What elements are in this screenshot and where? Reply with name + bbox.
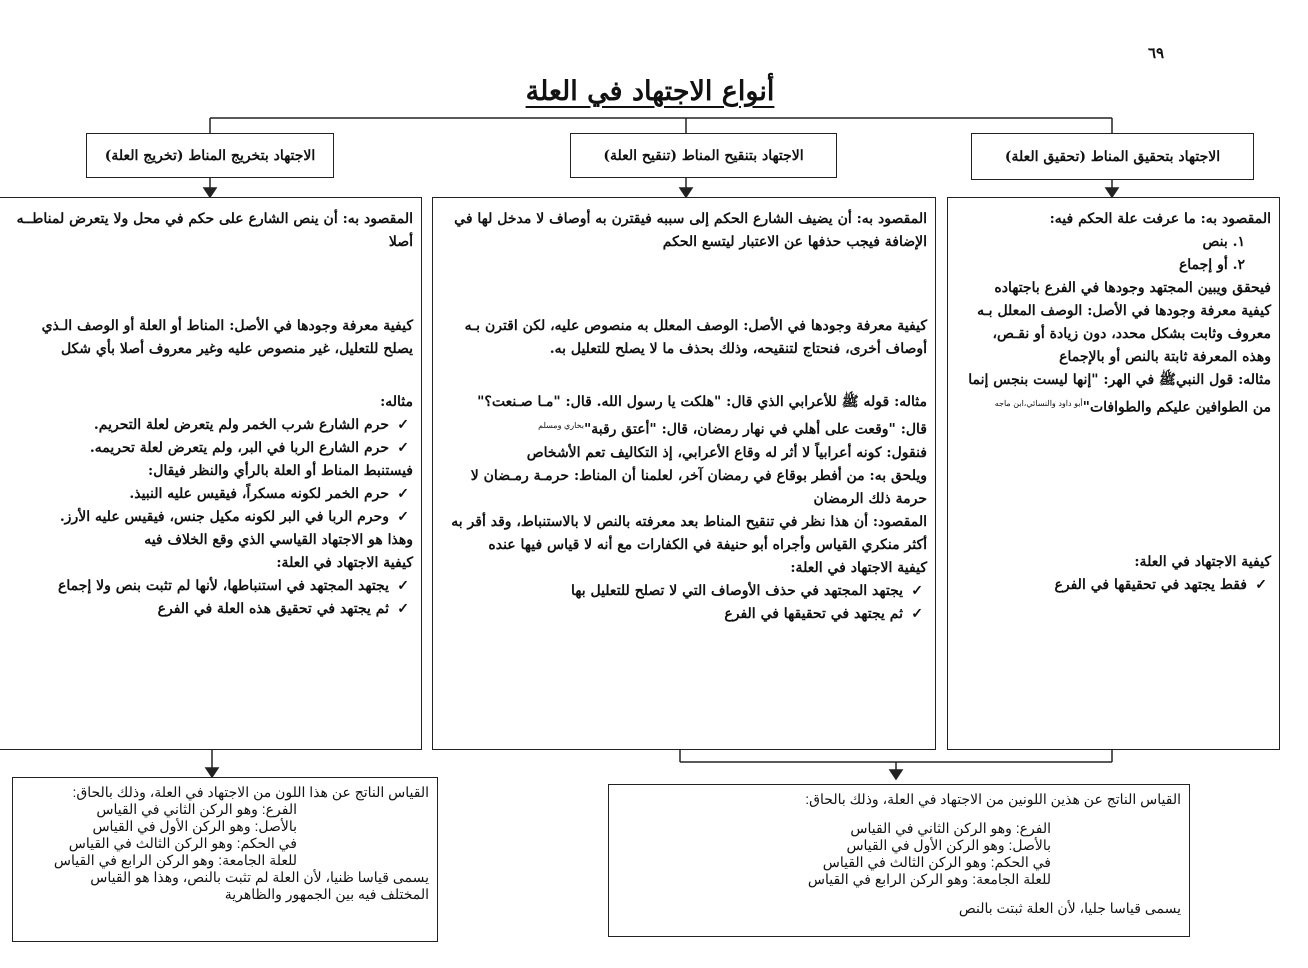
text-line: مثاله: قول النبيﷺ في الهر: "إنها ليست بنجس إنما bbox=[968, 372, 1271, 388]
page-number: ٦٩ bbox=[1148, 44, 1165, 62]
header-tahqiq: الاجتهاد بتحقيق المناط (تحقيق العلة) bbox=[971, 133, 1254, 180]
text-line: أصلا bbox=[388, 234, 413, 250]
text-line: أكثر منكري القياس وأجراه أبو حنيفة في الكفارات مع أنه لا قياس فيها عنده bbox=[488, 536, 927, 553]
text-line bbox=[956, 392, 1271, 420]
check-icon: ✓ bbox=[397, 417, 409, 433]
text-line: القياس الناتج عن هذين اللونين من الاجتهاد في العلة، وذلك بالحاق: bbox=[805, 791, 1181, 807]
text-line: للعلة الجامعة: وهو الركن الرابع في القياس bbox=[807, 871, 1051, 887]
text-line: في الحكم: وهو الركن الثالث في القياس bbox=[68, 835, 297, 851]
result-box-zanni bbox=[12, 777, 438, 942]
text-line: فيستنبط المناط أو العلة بالرأي والنظر فيقال: bbox=[148, 463, 413, 479]
text-line: بالأصل: وهو الركن الأول في القياس bbox=[846, 837, 1051, 853]
check-text: ثم يجتهد في تحقيق هذه العلة في الفرع bbox=[157, 601, 389, 617]
header-takhrij: الاجتهاد بتخريج المناط (تخريج العلة) bbox=[86, 133, 334, 178]
header-tanqih: الاجتهاد بتنقيح المناط (تنقيح العلة) bbox=[570, 133, 837, 178]
text-line: المقصود به: ما عرفت علة الحكم فيه: bbox=[1049, 211, 1271, 227]
check-text: حرم الشارع الربا في البر، ولم يتعرض لعلة تحريمه. bbox=[89, 440, 389, 456]
check-text: حرم الخمر لكونه مسكراً، فيقيس عليه النبيذ. bbox=[129, 486, 389, 502]
check-text: وحرم الربا في البر لكونه مكيل جنس، فيقيس عليه الأرز. bbox=[59, 509, 389, 525]
check-item bbox=[956, 574, 1271, 597]
text-line: فنقول: كونه أعرابياً لا أثر له وقاع الأعرابي، إذ التكاليف تعم الأشخاص bbox=[526, 444, 927, 461]
text-line bbox=[441, 414, 927, 442]
text-line: المقصود: أن هذا نظر في تنقيح المناط بعد معرفته بالنص لا بالاستنباط، وقد أقر به bbox=[451, 513, 927, 530]
text-line: كيفية معرفة وجودها في الأصل: المناط أو العلة أو الوصف الـذي bbox=[41, 318, 413, 334]
text-line: مثاله: bbox=[380, 394, 413, 410]
text-line: كيفية معرفة وجودها في الأصل: الوصف المعلل به منصوص عليه، لكن اقترن بـه bbox=[464, 318, 927, 334]
check-text: ثم يجتهد في تحقيقها في الفرع bbox=[724, 605, 903, 622]
text-span: قال: "وقعت على أهلي في نهار رمضان، قال: "أعتق رقبة" bbox=[583, 421, 927, 438]
section-heading: كيفية الاجتهاد في العلة: bbox=[790, 559, 927, 576]
check-text: يجتهد المجتهد في حذف الأوصاف التي لا تصلح للتعليل بها bbox=[570, 582, 903, 599]
text-line: بالأصل: وهو الركن الأول في القياس bbox=[92, 818, 297, 834]
check-item bbox=[7, 414, 413, 437]
text-line: الفرع: وهو الركن الثاني في القياس bbox=[850, 820, 1051, 836]
column-tanqih bbox=[432, 197, 936, 750]
check-icon: ✓ bbox=[397, 601, 409, 617]
column-tahqiq bbox=[947, 197, 1280, 750]
text-line: يسمى قياسا جليا، لأن العلة ثبتت بالنص bbox=[958, 900, 1181, 916]
text-line: للعلة الجامعة: وهو الركن الرابع في القياس bbox=[53, 852, 297, 868]
result-box-jali bbox=[608, 784, 1190, 937]
text-line: المقصود به: أن ينص الشارع على حكم في محل ولا يتعرض لمناطــه bbox=[16, 211, 413, 227]
text-line: في الحكم: وهو الركن الثالث في القياس bbox=[822, 854, 1051, 870]
text-line: وهذا هو الاجتهاد القياسي الذي وقع الخلاف فيه bbox=[144, 532, 413, 548]
check-text: يجتهد المجتهد في استنباطها، لأنها لم تثبت بنص ولا إجماع bbox=[58, 578, 389, 594]
check-icon: ✓ bbox=[397, 578, 409, 594]
check-icon: ✓ bbox=[397, 486, 409, 502]
section-heading: كيفية الاجتهاد في العلة: bbox=[276, 555, 413, 571]
check-item bbox=[7, 437, 413, 460]
check-item bbox=[7, 506, 413, 529]
text-line: الإضافة فيجب حذفها عن الاعتبار ليتسع الحكم bbox=[662, 234, 927, 250]
check-item bbox=[7, 483, 413, 506]
text-line: معروف وثابت بشكل محدد، دون زيادة أو نقـص، bbox=[992, 326, 1271, 342]
text-line: المختلف فيه بين الجمهور والظاهرية bbox=[224, 886, 429, 902]
text-line: فيحقق ويبين المجتهد وجودها في الفرع باجتهاده bbox=[994, 280, 1271, 296]
citation: أبو داود والنسائي،ابن ماجه bbox=[994, 399, 1083, 408]
page-title: أنواع الاجتهاد في العلة bbox=[525, 76, 775, 107]
check-icon: ✓ bbox=[911, 582, 923, 599]
text-line: يصلح للتعليل، غير منصوص عليه وغير معروف أصلا بأي شكل bbox=[60, 341, 413, 357]
check-item bbox=[7, 575, 413, 598]
text-line: أوصاف أخرى، فنحتاج لتنقيحه، وذلك بحذف ما لا يصلح للتعليل به. bbox=[549, 341, 927, 357]
list-item: ١. بنص bbox=[1202, 234, 1245, 250]
check-icon: ✓ bbox=[397, 440, 409, 456]
text-span: من الطوافين عليكم والطوافات" bbox=[1082, 399, 1271, 416]
check-item bbox=[441, 580, 927, 603]
check-icon: ✓ bbox=[911, 605, 923, 622]
text-line: مثاله: قوله ﷺ للأعرابي الذي قال: "هلكت يا رسول الله. قال: "مـا صـنعت؟" bbox=[477, 394, 927, 410]
text-line: يسمى قياسا ظنيا، لأن العلة لم تثبت بالنص، وهذا هو القياس bbox=[90, 869, 429, 885]
check-text: فقط يجتهد في تحقيقها في الفرع bbox=[1054, 576, 1247, 593]
text-line: المقصود به: أن يضيف الشارع الحكم إلى سببه فيقترن به أوصاف لا مدخل لها في bbox=[454, 211, 927, 227]
check-icon: ✓ bbox=[1255, 576, 1267, 593]
check-item bbox=[441, 603, 927, 626]
citation: بخاري ومسلم bbox=[538, 421, 584, 430]
check-text: حرم الشارع شرب الخمر ولم يتعرض لعلة التحريم. bbox=[93, 417, 389, 433]
text-line: الفرع: وهو الركن الثاني في القياس bbox=[96, 801, 297, 817]
section-heading: كيفية الاجتهاد في العلة: bbox=[1134, 553, 1271, 570]
check-icon: ✓ bbox=[397, 509, 409, 525]
check-item bbox=[7, 598, 413, 621]
text-line: ويلحق به: من أفطر بوقاع في رمضان آخر، لعلمنا أن المناط: حرمـة رمـضان لا bbox=[470, 467, 927, 484]
text-line: وهذه المعرفة ثابتة بالنص أو بالإجماع bbox=[1059, 349, 1271, 365]
column-takhrij bbox=[0, 197, 422, 750]
text-line: القياس الناتج عن هذا اللون من الاجتهاد في العلة، وذلك بالحاق: bbox=[72, 784, 429, 800]
text-line: حرمة ذلك الرمضان bbox=[813, 490, 927, 507]
text-line: كيفية معرفة وجودها في الأصل: الوصف المعلل بـه bbox=[977, 303, 1271, 319]
list-item: ٢. أو إجماع bbox=[1178, 257, 1245, 273]
